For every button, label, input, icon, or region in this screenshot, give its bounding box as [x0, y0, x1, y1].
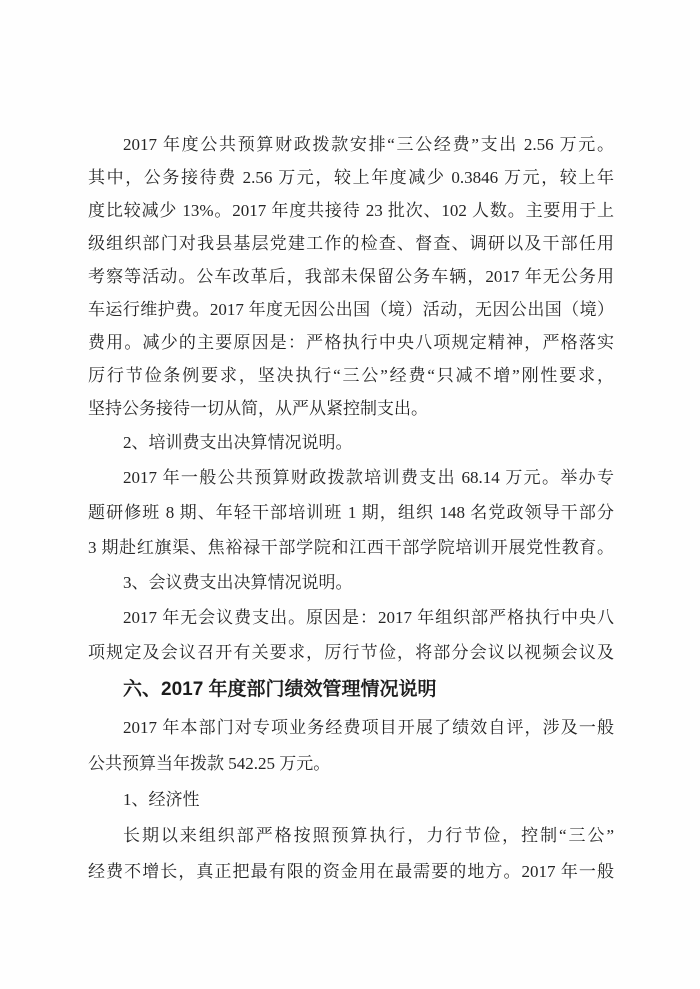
text-line: 题研修班 8 期、年轻干部培训班 1 期，组织 148 名党政领导干部分 — [88, 503, 614, 522]
text-line: 厉行节俭条例要求，坚决执行“三公”经费“只减不增”刚性要求， — [88, 366, 614, 385]
paragraph-meeting-fee-detail — [88, 600, 614, 670]
text-line: 长期以来组织部严格按照预算执行，力行节俭，控制“三公” — [123, 826, 614, 845]
section-heading-text: 六、2017 年度部门绩效管理情况说明 — [123, 679, 437, 700]
text-line: 2、培训费支出决算情况说明。 — [123, 433, 353, 452]
text-line: 3、会议费支出决算情况说明。 — [123, 573, 353, 592]
text-line: 坚持公务接待一切从简，从严从紧控制支出。 — [88, 399, 428, 418]
text-line: 度比较减少 13%。2017 年度共接待 23 批次、102 人数。主要用于上 — [88, 201, 614, 220]
text-line: 公共预算当年拨款 542.25 万元。 — [88, 754, 331, 773]
text-line: 2017 年度公共预算财政拨款安排“三公经费”支出 2.56 万元。 — [123, 135, 614, 154]
text-line: 3 期赴红旗渠、焦裕禄干部学院和江西干部学院培训开展党性教育。 — [88, 538, 614, 557]
paragraph-performance-self-evaluation — [88, 710, 614, 782]
paragraph-training-fee-detail — [88, 460, 614, 565]
paragraph-training-fee-subheading — [88, 425, 614, 460]
text-line: 经费不增长，真正把最有限的资金用在最需要的地方。2017 年一般 — [88, 862, 614, 881]
document-text-block — [88, 128, 614, 890]
text-line: 考察等活动。公车改革后，我部未保留公务车辆，2017 年无公务用 — [88, 267, 614, 286]
text-line: 2017 年无会议费支出。原因是：2017 年组织部严格执行中央八 — [123, 608, 614, 627]
text-line: 其中，公务接待费 2.56 万元，较上年度减少 0.3846 万元，较上年 — [88, 168, 614, 187]
text-line: 2017 年一般公共预算财政拨款培训费支出 68.14 万元。举办专 — [123, 468, 614, 487]
paragraph-economy-detail — [88, 818, 614, 890]
text-line: 项规定及会议召开有关要求，厉行节俭，将部分会议以视频会议及 — [88, 643, 614, 662]
text-line: 费用。减少的主要原因是：严格执行中央八项规定精神，严格落实 — [88, 333, 614, 352]
section-heading-performance-management — [88, 670, 614, 710]
text-line: 车运行维护费。2017 年度无因公出国（境）活动，无因公出国（境） — [88, 300, 614, 319]
paragraph-three-public-funds — [88, 128, 614, 425]
text-line: 级组织部门对我县基层党建工作的检查、督查、调研以及干部任用 — [88, 234, 614, 253]
text-line: 2017 年本部门对专项业务经费项目开展了绩效自评，涉及一般 — [123, 718, 614, 737]
paragraph-economy-subheading — [88, 782, 614, 818]
paragraph-meeting-fee-subheading — [88, 565, 614, 600]
text-line: 1、经济性 — [123, 790, 200, 809]
